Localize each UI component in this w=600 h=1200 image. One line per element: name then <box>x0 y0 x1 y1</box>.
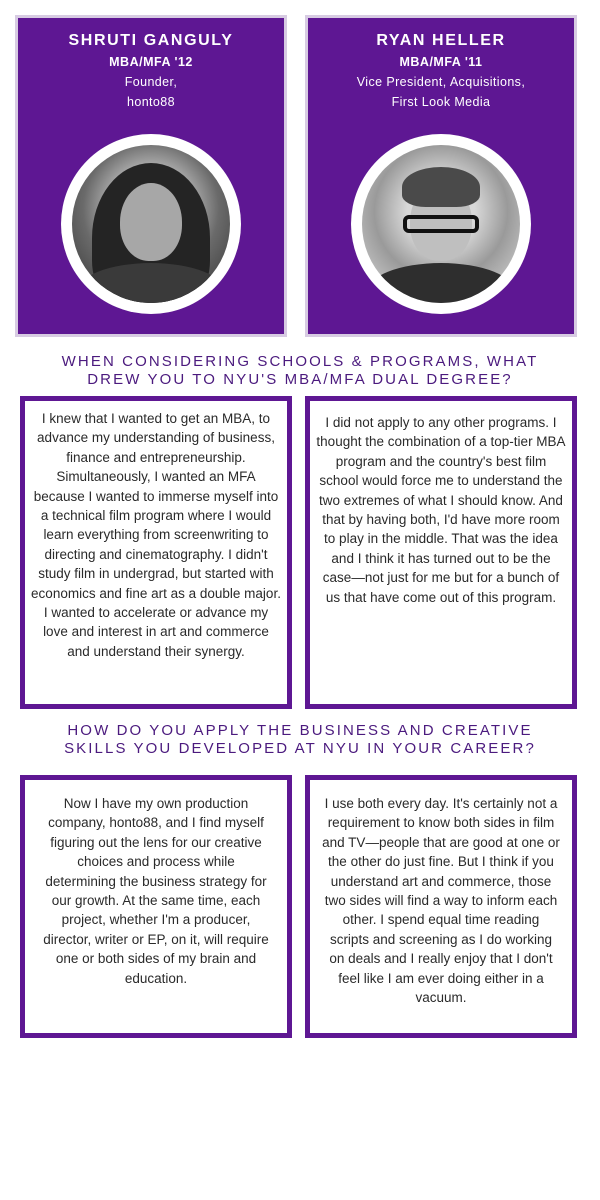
profile-name: RYAN HELLER <box>376 32 506 49</box>
photo-hair <box>402 167 480 207</box>
question-line: WHEN CONSIDERING SCHOOLS & PROGRAMS, WHAT <box>61 353 539 370</box>
question-line: HOW DO YOU APPLY THE BUSINESS AND CREATIVE <box>67 722 533 739</box>
profile-photo-frame <box>61 134 241 314</box>
profile-photo-frame <box>351 134 531 314</box>
profile-degree: MBA/MFA '11 <box>399 55 483 69</box>
answer-box-left: I knew that I wanted to get an MBA, to advance my understanding of business, finance and entrepreneurship. Simultaneously, I wanted an MFA because I wanted to immerse myself into a technical film program where I would learn everything from screenwriting to directing and cinematography. I didn't study film in undergrad, but started with economics and fine art as a double major. I wanted to accelerate or advance my love and interest in art and commerce and understand their synergy. <box>20 396 292 709</box>
photo-glasses <box>403 215 479 233</box>
answer-box-left: Now I have my own production company, honto88, and I find myself figuring out the lens for our creative choices and process while determining the business strategy for our growth. At the same time, each project, whether I'm a producer, director, writer or EP, on it, will require one or both sides of my brain and education. <box>20 775 292 1038</box>
profile-title-line: Vice President, Acquisitions, <box>356 75 526 89</box>
question-line: DREW YOU TO NYU'S MBA/MFA DUAL DEGREE? <box>87 371 513 388</box>
profile-title-line: honto88 <box>127 95 175 109</box>
question-line: SKILLS YOU DEVELOPED AT NYU IN YOUR CAREER? <box>64 740 536 757</box>
profile-name: SHRUTI GANGULY <box>68 32 234 49</box>
profile-card-shruti <box>15 15 287 337</box>
profile-title-line: First Look Media <box>391 95 491 109</box>
profile-card-ryan <box>305 15 577 337</box>
profile-photo <box>72 145 230 303</box>
question-heading <box>0 353 600 389</box>
photo-shoulders <box>366 263 516 303</box>
profile-degree: MBA/MFA '12 <box>109 55 193 69</box>
profile-title <box>18 72 284 112</box>
photo-face <box>120 183 182 261</box>
answer-box-right: I did not apply to any other programs. I thought the combination of a top-tier MBA program and the country's best film school would force me to understand the two extremes of what I should know. And that by having both, I'd have more room to play in the middle. That was the idea and I think it has turned out to be the case—not just for me but for a bunch of us that have come out of this program. <box>305 396 577 709</box>
question-heading <box>0 722 600 758</box>
profile-title-line: Founder, <box>124 75 178 89</box>
answer-box-right: I use both every day. It's certainly not a requirement to know both sides in film and TV—people that are good at one or the other do just fine. But I think if you understand art and commerce, those two sides will find a way to inform each other. I spend equal time reading scripts and screening as I do working on deals and I really enjoy that I don't feel like I am ever doing either in a vacuum. <box>305 775 577 1038</box>
profile-title <box>308 72 574 112</box>
profile-photo <box>362 145 520 303</box>
